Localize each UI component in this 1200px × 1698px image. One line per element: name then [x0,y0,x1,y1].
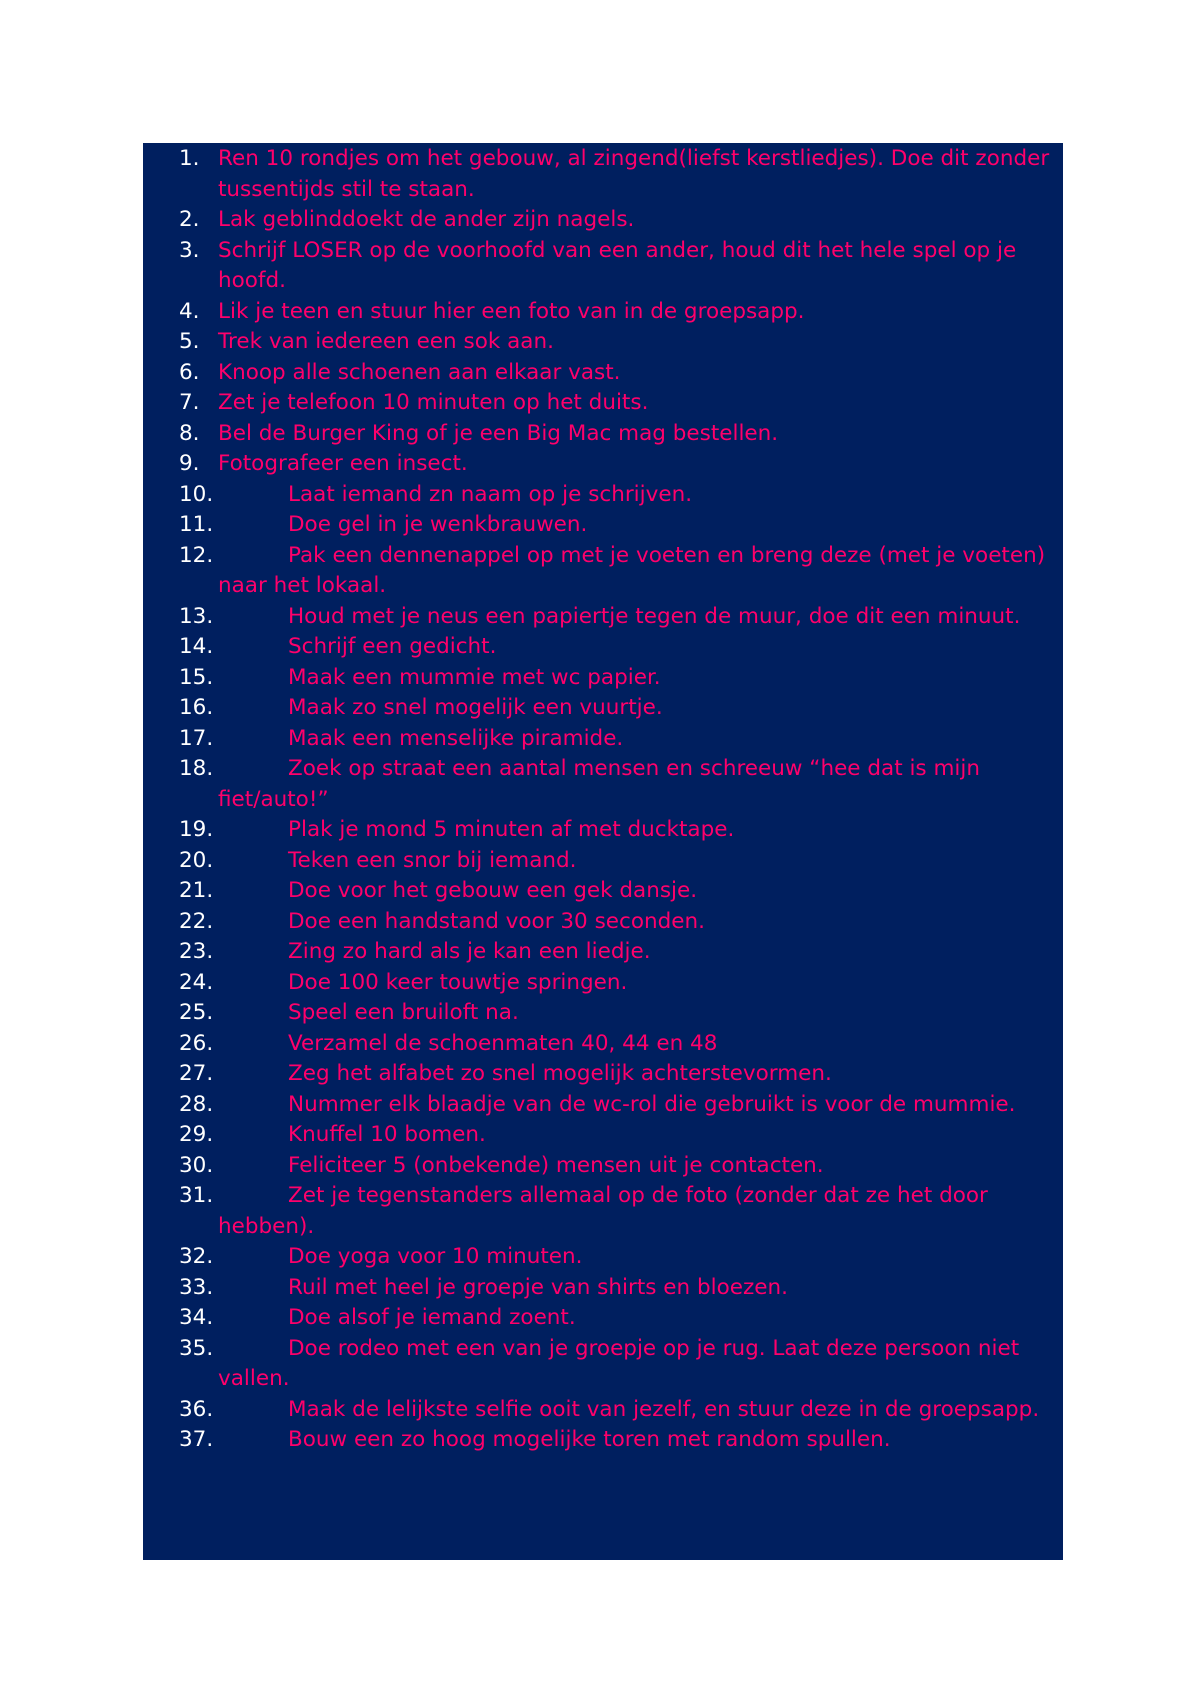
list-item-number: 22. [179,908,214,934]
list-item-text: Doe 100 keer touwtje springen. [288,969,628,995]
list-item-number: 21. [179,878,214,903]
list-item-number: 30. [179,1152,214,1178]
list-item [143,632,1063,663]
dare-list [143,144,1063,1456]
list-item-number: 14. [179,634,214,659]
list-item [143,937,1063,968]
list-item-text: Maak een mummie met wc papier. [288,664,661,690]
list-item [143,358,1063,389]
list-item-text: Fotografeer een insect. [218,451,468,476]
list-item-number: 29. [179,1122,214,1147]
list-item-number: 8. [179,420,200,446]
list-item-number: 18. [179,756,214,781]
list-item-text: Laat iemand zn naam op je schrijven. [288,481,693,507]
list-item-number: 11. [179,512,214,537]
list-item-text: Lak geblinddoekt de ander zijn nagels. [218,207,635,232]
list-item-number: 32. [179,1244,214,1269]
list-item-number: 10. [179,481,214,507]
list-item-number: 6. [179,359,200,385]
list-item [143,419,1063,450]
list-item-text: Trek van iedereen een sok aan. [218,329,554,354]
list-item-number: 25. [179,1000,214,1025]
list-item-number: 34. [179,1305,214,1330]
list-item [143,1303,1063,1334]
list-item-number: 7. [179,390,200,415]
list-item-number: 16. [179,695,214,720]
list-item [143,968,1063,999]
list-item-text: Zeg het alfabet zo snel mogelijk achterstevormen. [288,1061,832,1086]
list-item [143,1029,1063,1060]
list-item [143,1151,1063,1182]
list-item [143,449,1063,480]
list-item-number: 4. [179,298,200,324]
list-item [143,1334,1063,1395]
list-item-number: 36. [179,1396,214,1422]
list-item [143,1242,1063,1273]
list-item-number: 13. [179,603,214,629]
list-item-number: 28. [179,1091,214,1117]
list-item-text: Houd met je neus een papiertje tegen de muur, doe dit een minuut. [288,603,1021,629]
list-item-number: 31. [179,1183,214,1208]
list-item [143,663,1063,694]
list-item [143,297,1063,328]
list-item-text: Doe alsof je iemand zoent. [288,1305,576,1330]
list-item [143,327,1063,358]
list-item-text: Bouw een zo hoog mogelijke toren met random spullen. [288,1427,891,1452]
list-item [143,1395,1063,1426]
list-item [143,1090,1063,1121]
list-item [143,602,1063,633]
list-item-text: Maak een menselijke piramide. [288,725,624,751]
list-item-text: Zet je tegenstanders allemaal op de foto (zonder dat ze het door hebben). [218,1183,988,1239]
list-item-text: Zet je telefoon 10 minuten op het duits. [218,390,649,415]
list-item-number: 33. [179,1274,214,1300]
list-item [143,1120,1063,1151]
list-item-text: Feliciteer 5 (onbekende) mensen uit je contacten. [288,1152,824,1178]
list-item-number: 15. [179,664,214,690]
list-item-number: 12. [179,542,214,568]
list-item-text: Bel de Burger King of je een Big Mac mag bestellen. [218,420,779,446]
list-item-text: Pak een dennenappel op met je voeten en breng deze (met je voeten) naar het lokaal. [218,542,1046,598]
list-item-number: 35. [179,1335,214,1361]
list-item-number: 9. [179,451,200,476]
list-item [143,1425,1063,1456]
list-item [143,998,1063,1029]
list-item-text: Ren 10 rondjes om het gebouw, al zingend(liefst kerstliedjes). Doe dit zonder tussentijds stil te staan. [218,146,1050,202]
list-item [143,754,1063,815]
list-item [143,907,1063,938]
list-item-text: Maak zo snel mogelijk een vuurtje. [288,695,663,720]
list-item-number: 24. [179,969,214,995]
list-item [143,541,1063,602]
list-item [143,144,1063,205]
list-item-text: Doe voor het gebouw een gek dansje. [288,878,698,903]
list-item [143,1273,1063,1304]
list-item [143,1059,1063,1090]
list-item-text: Schrijf LOSER op de voorhoofd van een ander, houd dit het hele spel op je hoofd. [218,237,1017,293]
list-item [143,693,1063,724]
list-item [143,1181,1063,1242]
list-item-text: Zing zo hard als je kan een liedje. [288,939,651,964]
list-item-text: Knuffel 10 bomen. [288,1122,486,1147]
dare-list-box [143,143,1063,1560]
list-item [143,724,1063,755]
list-item-text: Teken een snor bij iemand. [288,847,577,873]
list-item-text: Doe gel in je wenkbrauwen. [288,512,588,537]
list-item [143,480,1063,511]
list-item [143,236,1063,297]
list-item [143,510,1063,541]
list-item-text: Ruil met heel je groepje van shirts en bloezen. [288,1274,788,1300]
list-item-text: Doe een handstand voor 30 seconden. [288,908,705,934]
list-item-text: Maak de lelijkste selfie ooit van jezelf, en stuur deze in de groepsapp. [288,1396,1040,1422]
list-item-number: 5. [179,329,200,354]
list-item-text: Nummer elk blaadje van de wc-rol die gebruikt is voor de mummie. [288,1091,1016,1117]
list-item [143,815,1063,846]
list-item-text: Verzamel de schoenmaten 40, 44 en 48 [288,1030,718,1056]
list-item-number: 27. [179,1061,214,1086]
list-item-number: 17. [179,725,214,751]
list-item-text: Doe rodeo met een van je groepje op je rug. Laat deze persoon niet vallen. [218,1335,1020,1391]
list-item-number: 37. [179,1427,214,1452]
list-item-number: 1. [179,146,200,171]
list-item-number: 19. [179,817,214,842]
list-item-number: 26. [179,1030,214,1056]
list-item-text: Doe yoga voor 10 minuten. [288,1244,583,1269]
list-item-text: Plak je mond 5 minuten af met ducktape. [288,817,735,842]
list-item [143,388,1063,419]
list-item-text: Lik je teen en stuur hier een foto van in de groepsapp. [218,298,805,324]
list-item-number: 2. [179,207,200,232]
list-item-text: Schrijf een gedicht. [288,634,497,659]
list-item [143,846,1063,877]
list-item [143,876,1063,907]
list-item-text: Knoop alle schoenen aan elkaar vast. [218,359,621,385]
list-item [143,205,1063,236]
list-item-number: 3. [179,237,200,263]
list-item-text: Speel een bruiloft na. [288,1000,519,1025]
list-item-number: 23. [179,939,214,964]
list-item-number: 20. [179,847,214,873]
list-item-text: Zoek op straat een aantal mensen en schreeuw “hee dat is mijn fiet/auto!” [218,756,980,812]
